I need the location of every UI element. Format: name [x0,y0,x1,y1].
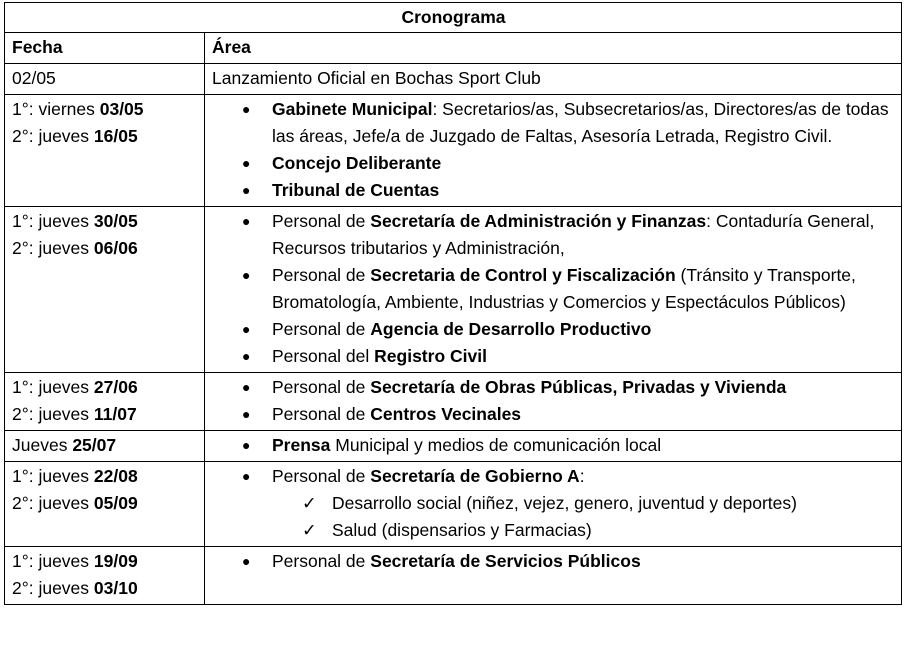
item-bold-text: Secretaría de Obras Públicas, Privadas y Vivienda [370,377,787,397]
table-row [5,207,902,373]
fecha-prefix: 2°: jueves [12,404,94,424]
fecha-line [12,374,198,401]
bullet-icon: ● [242,155,251,171]
fecha-date: 22/08 [93,466,138,486]
area-cell [205,373,902,431]
fecha-prefix: 2°: jueves [12,493,94,513]
item-text: Personal de [272,466,371,486]
bullet-icon: ● [242,468,251,484]
fecha-prefix: 1°: jueves [12,211,94,231]
cronograma-table [4,2,902,605]
list-item [212,374,895,401]
fecha-date: 03/05 [99,99,144,119]
item-bold-text: Tribunal de Cuentas [272,180,440,200]
fecha-date: 06/06 [93,238,138,258]
area-cell [205,462,902,547]
list-item [212,432,895,459]
fecha-line [12,432,198,459]
area-cell [205,431,902,462]
table-title: Cronograma [5,3,902,33]
fecha-prefix: 2°: jueves [12,126,94,146]
item-bold-text: Registro Civil [374,346,487,366]
checkmark-icon: ✓ [302,520,317,540]
fecha-date: 19/09 [93,551,138,571]
bullet-icon: ● [242,182,251,198]
item-text: (Tránsito y Transporte, Bromatología, Ambiente, Industrias y Comercios y Espectáculos Públicos) [272,265,856,312]
fecha-prefix: 2°: jueves [12,238,94,258]
item-bold-text: Agencia de Desarrollo Productivo [370,319,652,339]
table-row [5,547,902,605]
item-bold-text: Prensa [272,435,331,455]
fecha-date: 25/07 [72,435,117,455]
fecha-line [12,575,198,602]
bullet-icon: ● [242,553,251,569]
area-list [212,374,895,428]
list-item [212,548,895,575]
area-list [212,463,895,544]
fecha-cell [5,462,205,547]
fecha-cell [5,373,205,431]
fecha-prefix: Jueves [12,435,73,455]
area-text: Lanzamiento Oficial en Bochas Sport Club [212,68,541,88]
list-item [212,262,895,316]
table-row [5,373,902,431]
check-item-text: Desarrollo social (niñez, vejez, genero, juventud y deportes) [332,493,797,513]
fecha-prefix: 1°: jueves [12,551,94,571]
area-list [212,432,895,459]
bullet-icon: ● [242,437,251,453]
table-row [5,95,902,207]
bullet-icon: ● [242,213,251,229]
header-row [5,33,902,64]
checkmark-icon: ✓ [302,493,317,513]
fecha-cell [5,64,205,95]
table-body [5,64,902,605]
fecha-prefix: 2°: jueves [12,578,94,598]
item-text: : Secretarios/as, Subsecretarios/as, Directores/as de todas las áreas, Jefe/a de Juzgado de Faltas, Asesoría Letrada, Registro Civil. [272,99,889,146]
fecha-date: 11/07 [93,404,137,424]
bullet-icon: ● [242,321,251,337]
fecha-prefix: 1°: jueves [12,466,94,486]
check-item [272,517,895,544]
fecha-line [12,65,198,92]
list-item [212,177,895,204]
fecha-date: 30/05 [93,211,138,231]
column-header-fecha: Fecha [5,33,205,64]
title-row [5,3,902,33]
bullet-icon: ● [242,379,251,395]
area-list [212,548,895,575]
item-text: Personal de [272,377,371,397]
area-cell [205,207,902,373]
fecha-prefix: 1°: viernes [12,99,100,119]
fecha-prefix: 1°: jueves [12,377,94,397]
item-bold-text: Secretaría de Gobierno A [370,466,580,486]
fecha-cell [5,95,205,207]
fecha-cell [5,207,205,373]
item-text: Personal de [272,404,371,424]
fecha-line [12,548,198,575]
list-item [212,343,895,370]
table-row [5,64,902,95]
item-text: Personal de [272,265,371,285]
item-bold-text: Concejo Deliberante [272,153,442,173]
fecha-prefix: 02/05 [12,68,56,88]
item-bold-text: Centros Vecinales [370,404,522,424]
fecha-date: 03/10 [93,578,138,598]
fecha-line [12,123,198,150]
fecha-date: 16/05 [93,126,138,146]
list-item [212,463,895,544]
fecha-line [12,235,198,262]
list-item [212,316,895,343]
fecha-date: 05/09 [93,493,138,513]
item-text: Personal del [272,346,375,366]
item-text: Personal de [272,319,371,339]
fecha-line [12,208,198,235]
check-list [272,490,895,544]
item-text: Personal de [272,551,371,571]
bullet-icon: ● [242,406,251,422]
list-item [212,208,895,262]
item-bold-text: Gabinete Municipal [272,99,433,119]
table-row [5,462,902,547]
area-list [212,208,895,370]
area-cell [205,547,902,605]
item-text: Municipal y medios de comunicación local [330,435,662,455]
bullet-icon: ● [242,348,251,364]
list-item [212,96,895,150]
bullet-icon: ● [242,101,251,117]
check-item-text: Salud (dispensarios y Farmacias) [332,520,592,540]
area-cell [205,64,902,95]
area-cell [205,95,902,207]
item-bold-text: Secretaría de Administración y Finanzas [370,211,707,231]
bullet-icon: ● [242,267,251,283]
table-row [5,431,902,462]
item-bold-text: Secretaría de Servicios Públicos [370,551,641,571]
list-item [212,401,895,428]
fecha-line [12,490,198,517]
column-header-area: Área [205,33,902,64]
check-item [272,490,895,517]
fecha-cell [5,431,205,462]
fecha-cell [5,547,205,605]
area-list [212,96,895,204]
item-text: : Contaduría General, Recursos tributarios y Administración, [272,211,875,258]
item-text: Personal de [272,211,371,231]
item-bold-text: Secretaria de Control y Fiscalización [370,265,676,285]
fecha-line [12,463,198,490]
fecha-line [12,96,198,123]
item-text: : [579,466,585,486]
list-item [212,150,895,177]
fecha-date: 27/06 [93,377,138,397]
fecha-line [12,401,198,428]
